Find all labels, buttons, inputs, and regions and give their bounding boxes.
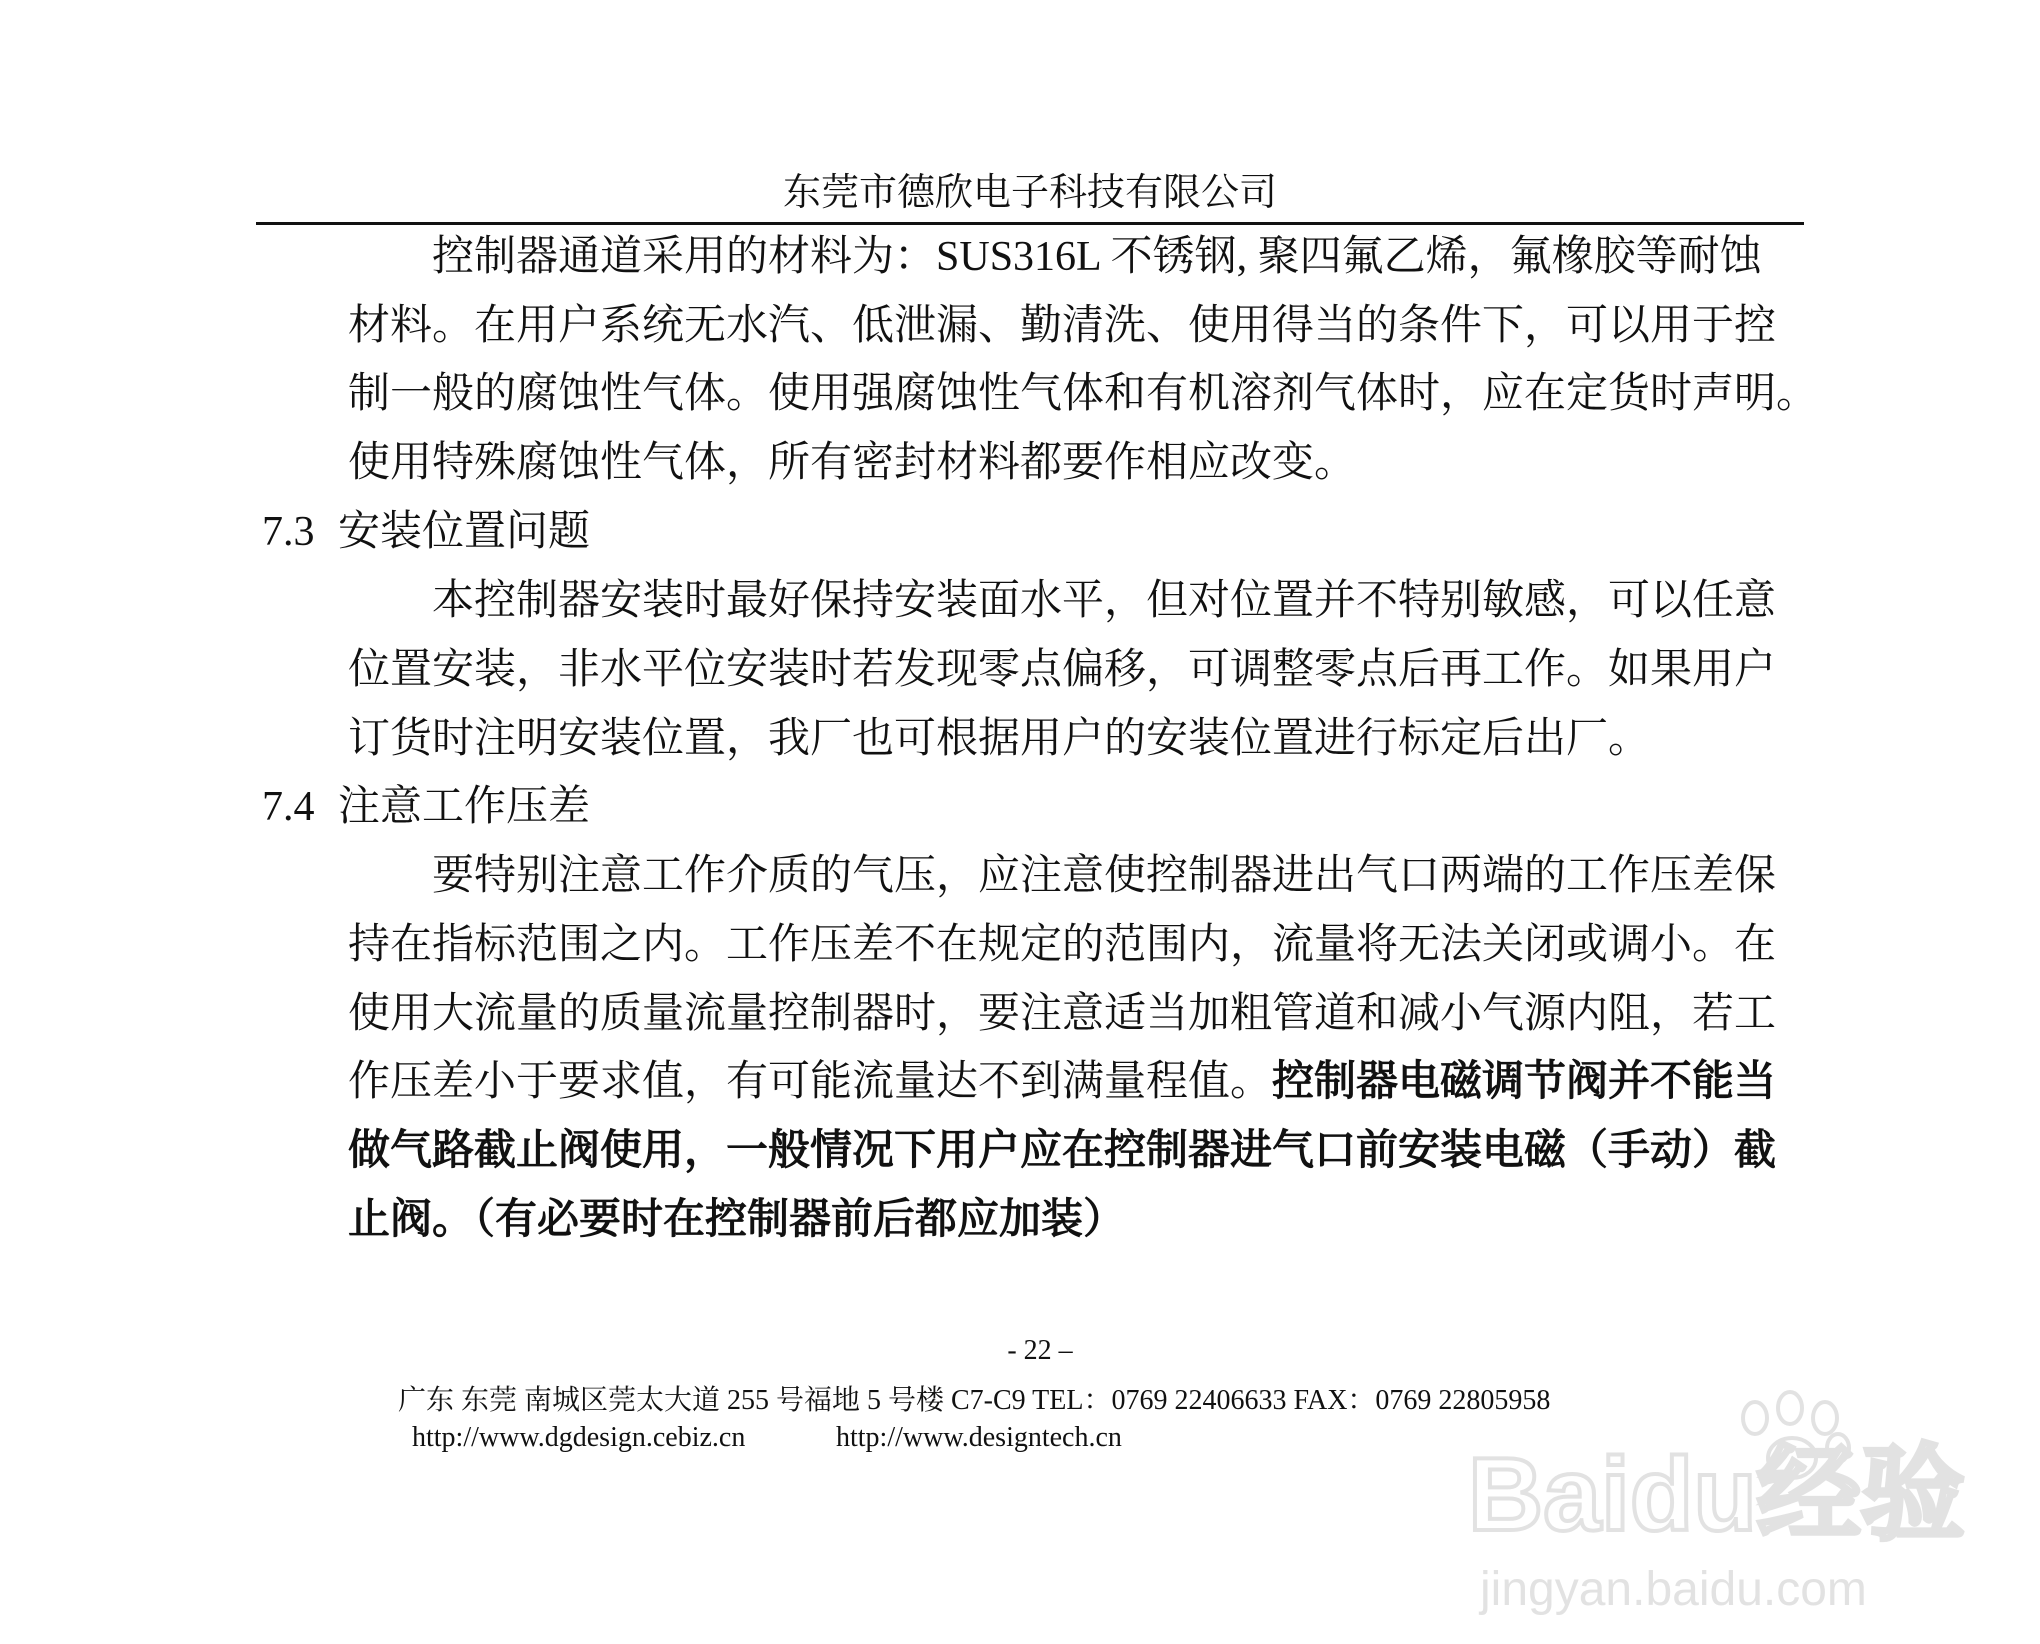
bold-warning-text: 控制器电磁调节阀并不能当	[1272, 1059, 1777, 1105]
section-number: 7.3	[262, 509, 315, 555]
paragraph-line	[348, 1052, 1776, 1112]
paragraph-line: 要特别注意工作介质的气压，应注意使控制器进出气口两端的工作压差保	[432, 853, 1777, 899]
bold-warning-line: 做气路截止阀使用，一般情况下用户应在控制器进气口前安装电磁（手动）截	[348, 1128, 1777, 1174]
header-divider	[256, 222, 1804, 225]
footer-url-designtech: http://www.designtech.cn	[836, 1422, 1122, 1453]
page-number: - 22 –	[1007, 1335, 1073, 1366]
watermark-logo-text: Baidu经验	[1468, 1437, 1965, 1553]
section-title: 注意工作压差	[338, 784, 591, 830]
paragraph-line: 持在指标范围之内。工作压差不在规定的范围内，流量将无法关闭或调小。在	[348, 922, 1777, 968]
section-number: 7.4	[262, 784, 315, 830]
bold-warning-line: 止阀。（有必要时在控制器前后都应加装）	[348, 1197, 1126, 1243]
paragraph-line: 本控制器安装时最好保持安装面水平，但对位置并不特别敏感，可以任意	[432, 578, 1777, 624]
section-title: 安装位置问题	[338, 509, 591, 555]
paragraph-line: 使用特殊腐蚀性气体，所有密封材料都要作相应改变。	[348, 440, 1357, 486]
footer-address: 广东 东莞 南城区莞太大道 255 号福地 5 号楼 C7-C9 TEL：0769 22406633 FAX：0769 22805958	[398, 1385, 1551, 1416]
section-heading-7-4	[262, 777, 590, 837]
paragraph-line: 材料。在用户系统无水汽、低泄漏、勤清洗、使用得当的条件下，可以用于控	[348, 303, 1777, 349]
paragraph-line: 制一般的腐蚀性气体。使用强腐蚀性气体和有机溶剂气体时，应在定货时声明。	[348, 371, 1819, 417]
paragraph-line: 位置安装，非水平位安装时若发现零点偏移，可调整零点后再工作。如果用户	[348, 647, 1777, 693]
footer-url-dgdesign: http://www.dgdesign.cebiz.cn	[412, 1422, 746, 1453]
paragraph-text: 作压差小于要求值，有可能流量达不到满量程值。	[348, 1059, 1273, 1105]
company-header-title: 东莞市德欣电子科技有限公司	[782, 172, 1277, 214]
watermark-site-text: jingyan.baidu.com	[1480, 1563, 1867, 1616]
paragraph-line: 控制器通道采用的材料为：SUS316L 不锈钢, 聚四氟乙烯，氟橡胶等耐蚀	[432, 234, 1762, 280]
paragraph-line: 订货时注明安装位置，我厂也可根据用户的安装位置进行标定后出厂。	[348, 716, 1651, 762]
paragraph-line: 使用大流量的质量流量控制器时，要注意适当加粗管道和减小气源内阻，若工	[348, 991, 1777, 1037]
section-heading-7-3	[262, 502, 590, 562]
baidu-jingyan-watermark	[1460, 1390, 2020, 1620]
